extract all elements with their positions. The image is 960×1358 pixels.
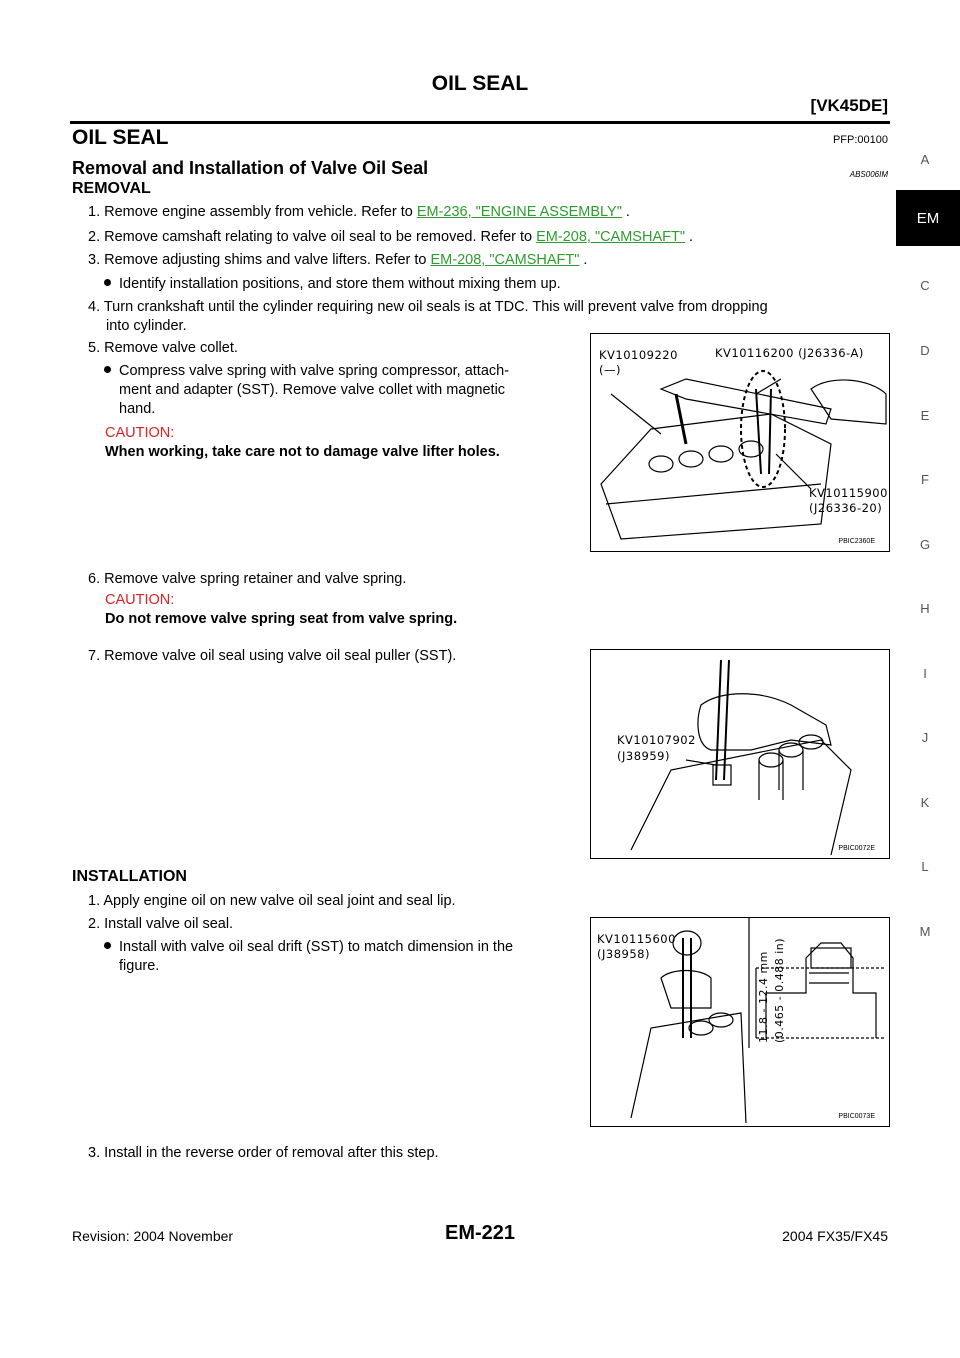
installation-step-2-bullet: Install with valve oil seal drift (SST) to match dimension in the figure. xyxy=(104,938,513,976)
page-header-title: OIL SEAL xyxy=(431,72,529,95)
tool-label: (—) xyxy=(599,363,621,377)
removal-heading: REMOVAL xyxy=(72,180,151,197)
section-code: PFP:00100 xyxy=(832,134,888,146)
removal-step-1: 1. Remove engine assembly from vehicle. Refer to EM-236, "ENGINE ASSEMBLY" . xyxy=(88,204,630,220)
engine-model: [VK45DE] xyxy=(810,96,888,115)
link-camshaft[interactable]: EM-208, "CAMSHAFT" xyxy=(536,229,685,245)
removal-step-4-line2: into cylinder. xyxy=(106,318,187,334)
sidebar-index-a[interactable]: A xyxy=(920,152,930,167)
figure-id: PBIC0072E xyxy=(838,845,875,852)
section-title: OIL SEAL xyxy=(72,126,169,149)
installation-heading: INSTALLATION xyxy=(72,868,187,885)
figure-valve-oil-seal-drift xyxy=(590,917,890,1127)
bullet-icon xyxy=(104,279,111,286)
tool-label: (J38958) xyxy=(597,947,650,961)
bullet-icon xyxy=(104,366,111,373)
link-engine-assembly[interactable]: EM-236, "ENGINE ASSEMBLY" xyxy=(416,204,622,220)
sidebar-index-k[interactable]: K xyxy=(920,795,930,810)
dimension-mm: 11.8 - 12.4 mm xyxy=(757,951,770,1043)
figure-id: PBIC0073E xyxy=(838,1113,875,1120)
sidebar-index-l[interactable]: L xyxy=(921,859,929,874)
removal-step-5: 5. Remove valve collet. xyxy=(88,340,238,356)
sidebar-index-em[interactable]: EM xyxy=(896,190,960,246)
sidebar-index-c[interactable]: C xyxy=(920,278,930,293)
header-rule xyxy=(70,121,890,124)
sidebar-index-e[interactable]: E xyxy=(920,408,930,423)
sidebar-index-j[interactable]: J xyxy=(921,730,929,745)
removal-step-5-bullet: Compress valve spring with valve spring compressor, attach- ment and adapter (SST). Remove valve collet with magnetic hand. xyxy=(104,362,584,419)
figure-id: PBIC2360E xyxy=(838,538,875,545)
installation-step-1: 1. Apply engine oil on new valve oil seal joint and seal lip. xyxy=(88,893,456,909)
removal-step-2: 2. Remove camshaft relating to valve oil seal to be removed. Refer to EM-208, "CAMSHAFT" . xyxy=(88,229,694,245)
removal-step-4-line1: 4. Turn crankshaft until the cylinder requiring new oil seals is at TDC. This will prevent valve from dropping xyxy=(88,299,768,315)
caution-text: When working, take care not to damage valve lifter holes. xyxy=(105,444,500,460)
tool-label: KV10107902 xyxy=(617,733,696,747)
sidebar-index-g[interactable]: G xyxy=(919,537,931,552)
dimension-in: (0.465 - 0.488 in) xyxy=(773,937,786,1043)
removal-step-3: 3. Remove adjusting shims and valve lifters. Refer to EM-208, "CAMSHAFT" . xyxy=(88,252,588,268)
removal-step-6: 6. Remove valve spring retainer and valve spring. xyxy=(88,571,407,587)
caution-label-2: CAUTION: xyxy=(105,592,175,608)
tool-label: KV10109220 xyxy=(599,348,678,362)
tool-label: KV10116200 (J26336-A) xyxy=(715,346,864,360)
valve-spring-compressor-illustration xyxy=(591,334,891,553)
installation-step-3: 3. Install in the reverse order of removal after this step. xyxy=(88,1145,439,1161)
sidebar-index-d[interactable]: D xyxy=(920,343,930,358)
sidebar-index-i[interactable]: I xyxy=(923,666,927,681)
tool-label: (J26336-20) xyxy=(809,501,883,515)
caution-text-2: Do not remove valve spring seat from valve spring. xyxy=(105,611,458,627)
caution-label: CAUTION: xyxy=(105,425,175,441)
removal-step-3-bullet: Identify installation positions, and store them without mixing them up. xyxy=(104,275,561,294)
sidebar-index-h[interactable]: H xyxy=(920,601,930,616)
tool-label: KV10115600 xyxy=(597,932,676,946)
tool-label: (J38959) xyxy=(617,749,670,763)
link-camshaft-2[interactable]: EM-208, "CAMSHAFT" xyxy=(430,252,580,268)
sidebar-index-f[interactable]: F xyxy=(921,472,929,487)
footer-page-number: EM-221 xyxy=(444,1222,516,1244)
sidebar-index-m[interactable]: M xyxy=(919,924,931,939)
figure-valve-spring-compressor xyxy=(590,333,890,552)
removal-step-7: 7. Remove valve oil seal using valve oil seal puller (SST). xyxy=(88,648,457,664)
footer-revision: Revision: 2004 November xyxy=(72,1228,234,1244)
bullet-icon xyxy=(104,942,111,949)
tool-label: KV10115900 xyxy=(809,486,888,500)
installation-step-2: 2. Install valve oil seal. xyxy=(88,916,234,932)
footer-model: 2004 FX35/FX45 xyxy=(782,1228,888,1244)
figure-valve-oil-seal-puller xyxy=(590,649,890,859)
subsection-code: ABS006IM xyxy=(849,170,888,179)
subsection-title: Removal and Installation of Valve Oil Seal xyxy=(72,158,429,178)
